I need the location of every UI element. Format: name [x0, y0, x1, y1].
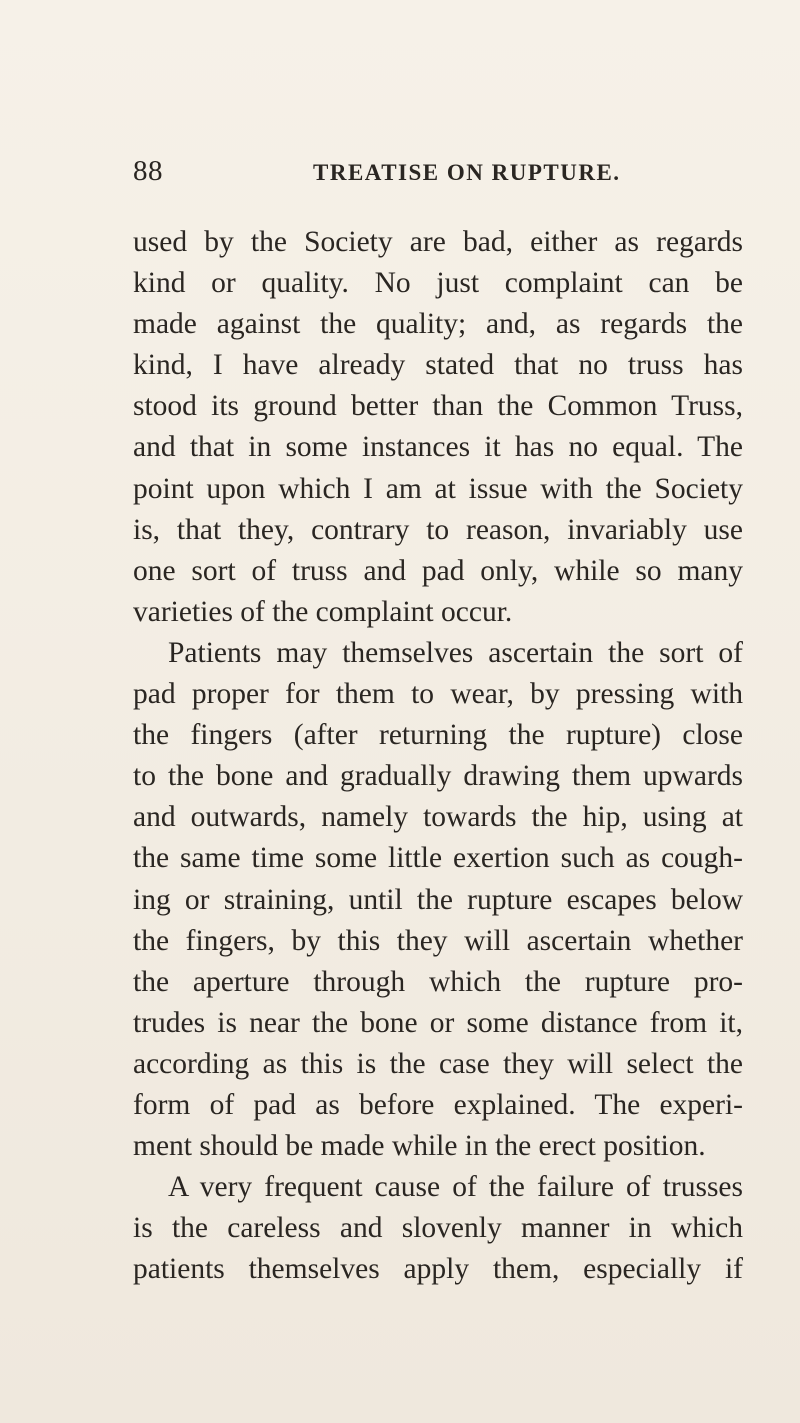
text-line: ment should be made while in the erect position. — [133, 1130, 706, 1163]
paragraph — [133, 222, 743, 633]
text-line: made against the quality; and, as regards the — [133, 308, 743, 341]
text-line: the fingers (after returning the rupture) close — [133, 719, 743, 752]
body-text — [133, 222, 743, 1290]
text-line: the same time some little exertion such as cough- — [133, 842, 743, 875]
text-line: is the careless and slovenly manner in which — [133, 1212, 743, 1245]
text-line: the fingers, by this they will ascertain whether — [133, 924, 743, 957]
text-line: is, that they, contrary to reason, invariably use — [133, 513, 743, 546]
text-line: Patients may themselves ascertain the sort of — [168, 636, 743, 669]
text-line: pad proper for them to wear, by pressing with — [133, 678, 743, 711]
text-line: and that in some instances it has no equal. The — [133, 431, 743, 464]
text-line: kind or quality. No just complaint can be — [133, 267, 743, 300]
text-line: ing or straining, until the rupture escapes below — [133, 883, 743, 916]
text-line: the aperture through which the rupture pro- — [133, 965, 743, 998]
paragraph — [133, 633, 743, 1167]
text-line: varieties of the complaint occur. — [133, 595, 513, 628]
text-line: stood its ground better than the Common Truss, — [133, 390, 743, 423]
text-line: point upon which I am at issue with the Society — [133, 472, 743, 505]
text-line: to the bone and gradually drawing them upwards — [133, 760, 743, 793]
text-line: used by the Society are bad, either as regards — [133, 226, 743, 258]
page-header — [133, 155, 753, 195]
page-number: 88 — [133, 155, 163, 187]
text-line: according as this is the case they will select the — [133, 1047, 743, 1080]
running-head: TREATISE ON RUPTURE. — [313, 160, 621, 185]
text-line: form of pad as before explained. The experi- — [133, 1088, 743, 1121]
text-line: A very frequent cause of the failure of trusses — [168, 1171, 743, 1204]
text-line: and outwards, namely towards the hip, using at — [133, 801, 743, 834]
text-line: patients themselves apply them, especially if — [133, 1253, 743, 1286]
paragraph — [133, 1167, 743, 1290]
text-line: trudes is near the bone or some distance from it, — [133, 1006, 743, 1039]
text-line: one sort of truss and pad only, while so many — [133, 554, 743, 587]
text-line: kind, I have already stated that no truss has — [133, 349, 743, 382]
